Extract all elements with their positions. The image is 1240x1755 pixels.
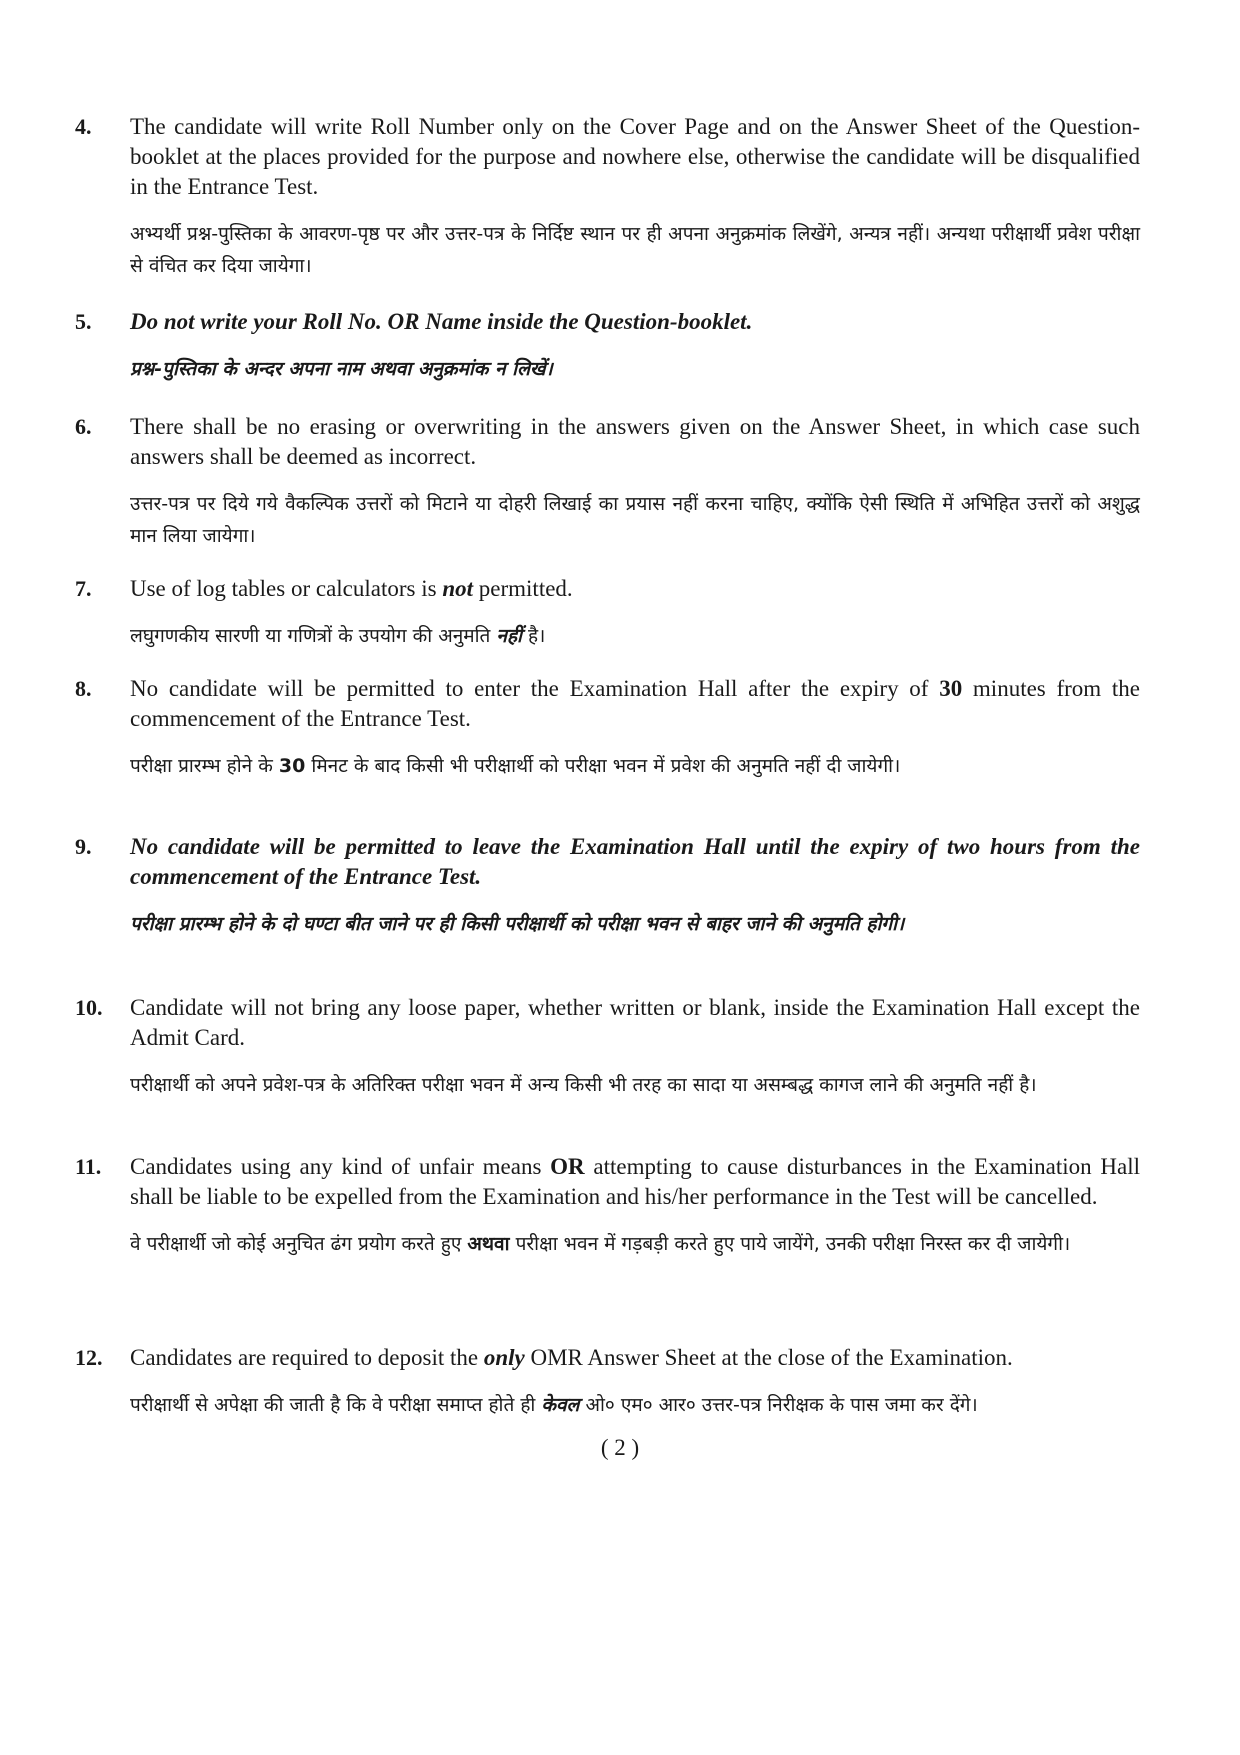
instruction-english: Candidate will not bring any loose paper, whether written or blank, inside the Examination Hall except the Admit Card. bbox=[130, 995, 1140, 1050]
instruction-number: 4. bbox=[75, 114, 92, 139]
text-segment: Candidates using any kind of unfair means bbox=[130, 1154, 551, 1179]
text-segment: परीक्षार्थी से अपेक्षा की जाती है कि वे परीक्षा समाप्त होते ही bbox=[130, 1394, 542, 1416]
instruction-hindi: अभ्यर्थी प्रश्न-पुस्तिका के आवरण-पृष्ठ पर और उत्तर-पत्र के निर्दिष्ट स्थान पर ही अपना अनुक्रमांक लिखेंगे, अन्यत्र नहीं। अन्यथा परीक्षार्थी प्रवेश परीक्षा से वंचित कर दिया जायेगा। bbox=[130, 223, 1140, 277]
instruction-english bbox=[130, 674, 1140, 734]
text-segment: है। bbox=[521, 625, 546, 647]
text-segment: minutes from the commencement of the Entrance Test. bbox=[130, 676, 1140, 731]
emphasis-text: not bbox=[442, 576, 474, 601]
instruction-4 bbox=[75, 112, 1140, 282]
instruction-english bbox=[130, 1343, 1140, 1373]
text-segment: परीक्षा प्रारम्भ होने के bbox=[130, 755, 279, 777]
instruction-english: No candidate will be permitted to leave the Examination Hall until the expiry of two hours from the commencement of the Entrance Test. bbox=[130, 834, 1140, 889]
text-segment: Candidates are required to deposit the bbox=[130, 1345, 484, 1370]
instruction-number: 10. bbox=[75, 995, 103, 1020]
instruction-english: There shall be no erasing or overwriting in the answers given on the Answer Sheet, in which case such answers shall be deemed as incorrect. bbox=[130, 414, 1140, 469]
instruction-number: 12. bbox=[75, 1345, 103, 1370]
instruction-8 bbox=[75, 674, 1140, 782]
emphasis-text: OR bbox=[550, 1154, 585, 1179]
instruction-12 bbox=[75, 1343, 1140, 1421]
instruction-hindi: परीक्षार्थी को अपने प्रवेश-पत्र के अतिरिक्त परीक्षा भवन में अन्य किसी भी तरह का सादा या असम्बद्ध कागज लाने की अनुमति नहीं है। bbox=[130, 1074, 1037, 1096]
instruction-english bbox=[130, 574, 1140, 604]
text-segment: Use of log tables or calculators is bbox=[130, 576, 443, 601]
text-segment: ओ० एम० आर० उत्तर-पत्र निरीक्षक के पास जमा कर देंगे। bbox=[579, 1394, 978, 1416]
instruction-7 bbox=[75, 574, 1140, 652]
instruction-hindi: उत्तर-पत्र पर दिये गये वैकल्पिक उत्तरों को मिटाने या दोहरी लिखाई का प्रयास नहीं करना चाहिए, क्योंकि ऐसी स्थिति में अभिहित उत्तरों को अशुद्ध मान लिया जायेगा। bbox=[130, 493, 1140, 547]
text-segment: No candidate will be permitted to enter the Examination Hall after the expiry of bbox=[130, 676, 940, 701]
instruction-10 bbox=[75, 993, 1140, 1101]
instruction-5 bbox=[75, 307, 1140, 385]
text-segment: लघुगणकीय सारणी या गणित्रों के उपयोग की अनुमति bbox=[130, 625, 497, 647]
instruction-english bbox=[130, 1152, 1140, 1212]
emphasis-text: केवल bbox=[541, 1394, 580, 1416]
emphasis-text: only bbox=[483, 1345, 525, 1370]
instruction-hindi: परीक्षा प्रारम्भ होने के दो घण्टा बीत जाने पर ही किसी परीक्षार्थी को परीक्षा भवन से बाहर जाने की अनुमति होगी। bbox=[130, 913, 905, 935]
instruction-english: The candidate will write Roll Number only on the Cover Page and on the Answer Sheet of the Question-booklet at the places provided for the purpose and nowhere else, otherwise the candidate will be disqualified in the Entrance Test. bbox=[130, 114, 1140, 199]
emphasis-text: 30 bbox=[278, 755, 306, 777]
instruction-hindi bbox=[130, 1228, 1140, 1260]
instruction-9 bbox=[75, 832, 1140, 940]
instruction-number: 5. bbox=[75, 309, 92, 334]
instruction-number: 9. bbox=[75, 834, 92, 859]
instruction-hindi: प्रश्न-पुस्तिका के अन्दर अपना नाम अथवा अनुक्रमांक न लिखें। bbox=[130, 358, 553, 380]
instruction-number: 11. bbox=[75, 1154, 102, 1179]
text-segment: permitted. bbox=[473, 576, 573, 601]
text-segment: परीक्षा भवन में गड़बड़ी करते हुए पाये जायेंगे, उनकी परीक्षा निरस्त कर दी जायेगी। bbox=[509, 1233, 1071, 1255]
instruction-hindi bbox=[130, 1389, 1140, 1421]
instruction-number: 8. bbox=[75, 676, 92, 701]
instruction-english: Do not write your Roll No. OR Name inside the Question-booklet. bbox=[130, 309, 753, 334]
emphasis-text: अथवा bbox=[467, 1233, 510, 1255]
instruction-hindi bbox=[130, 620, 1140, 652]
page-number: ( 2 ) bbox=[600, 1435, 640, 1460]
text-segment: attempting to cause disturbances in the Examination Hall shall be liable to be expelled from the Examination and his/her performance in the Test will be cancelled. bbox=[130, 1154, 1140, 1209]
text-segment: OMR Answer Sheet at the close of the Examination. bbox=[524, 1345, 1013, 1370]
emphasis-text: 30 bbox=[939, 676, 963, 701]
instruction-number: 6. bbox=[75, 414, 92, 439]
instruction-hindi bbox=[130, 750, 1140, 782]
text-segment: मिनट के बाद किसी भी परीक्षार्थी को परीक्षा भवन में प्रवेश की अनुमति नहीं दी जायेगी। bbox=[305, 755, 901, 777]
text-segment: वे परीक्षार्थी जो कोई अनुचित ढंग प्रयोग करते हुए bbox=[130, 1233, 468, 1255]
instruction-11 bbox=[75, 1152, 1140, 1260]
instruction-number: 7. bbox=[75, 576, 92, 601]
instruction-6 bbox=[75, 412, 1140, 552]
emphasis-text: नहीं bbox=[496, 625, 522, 647]
